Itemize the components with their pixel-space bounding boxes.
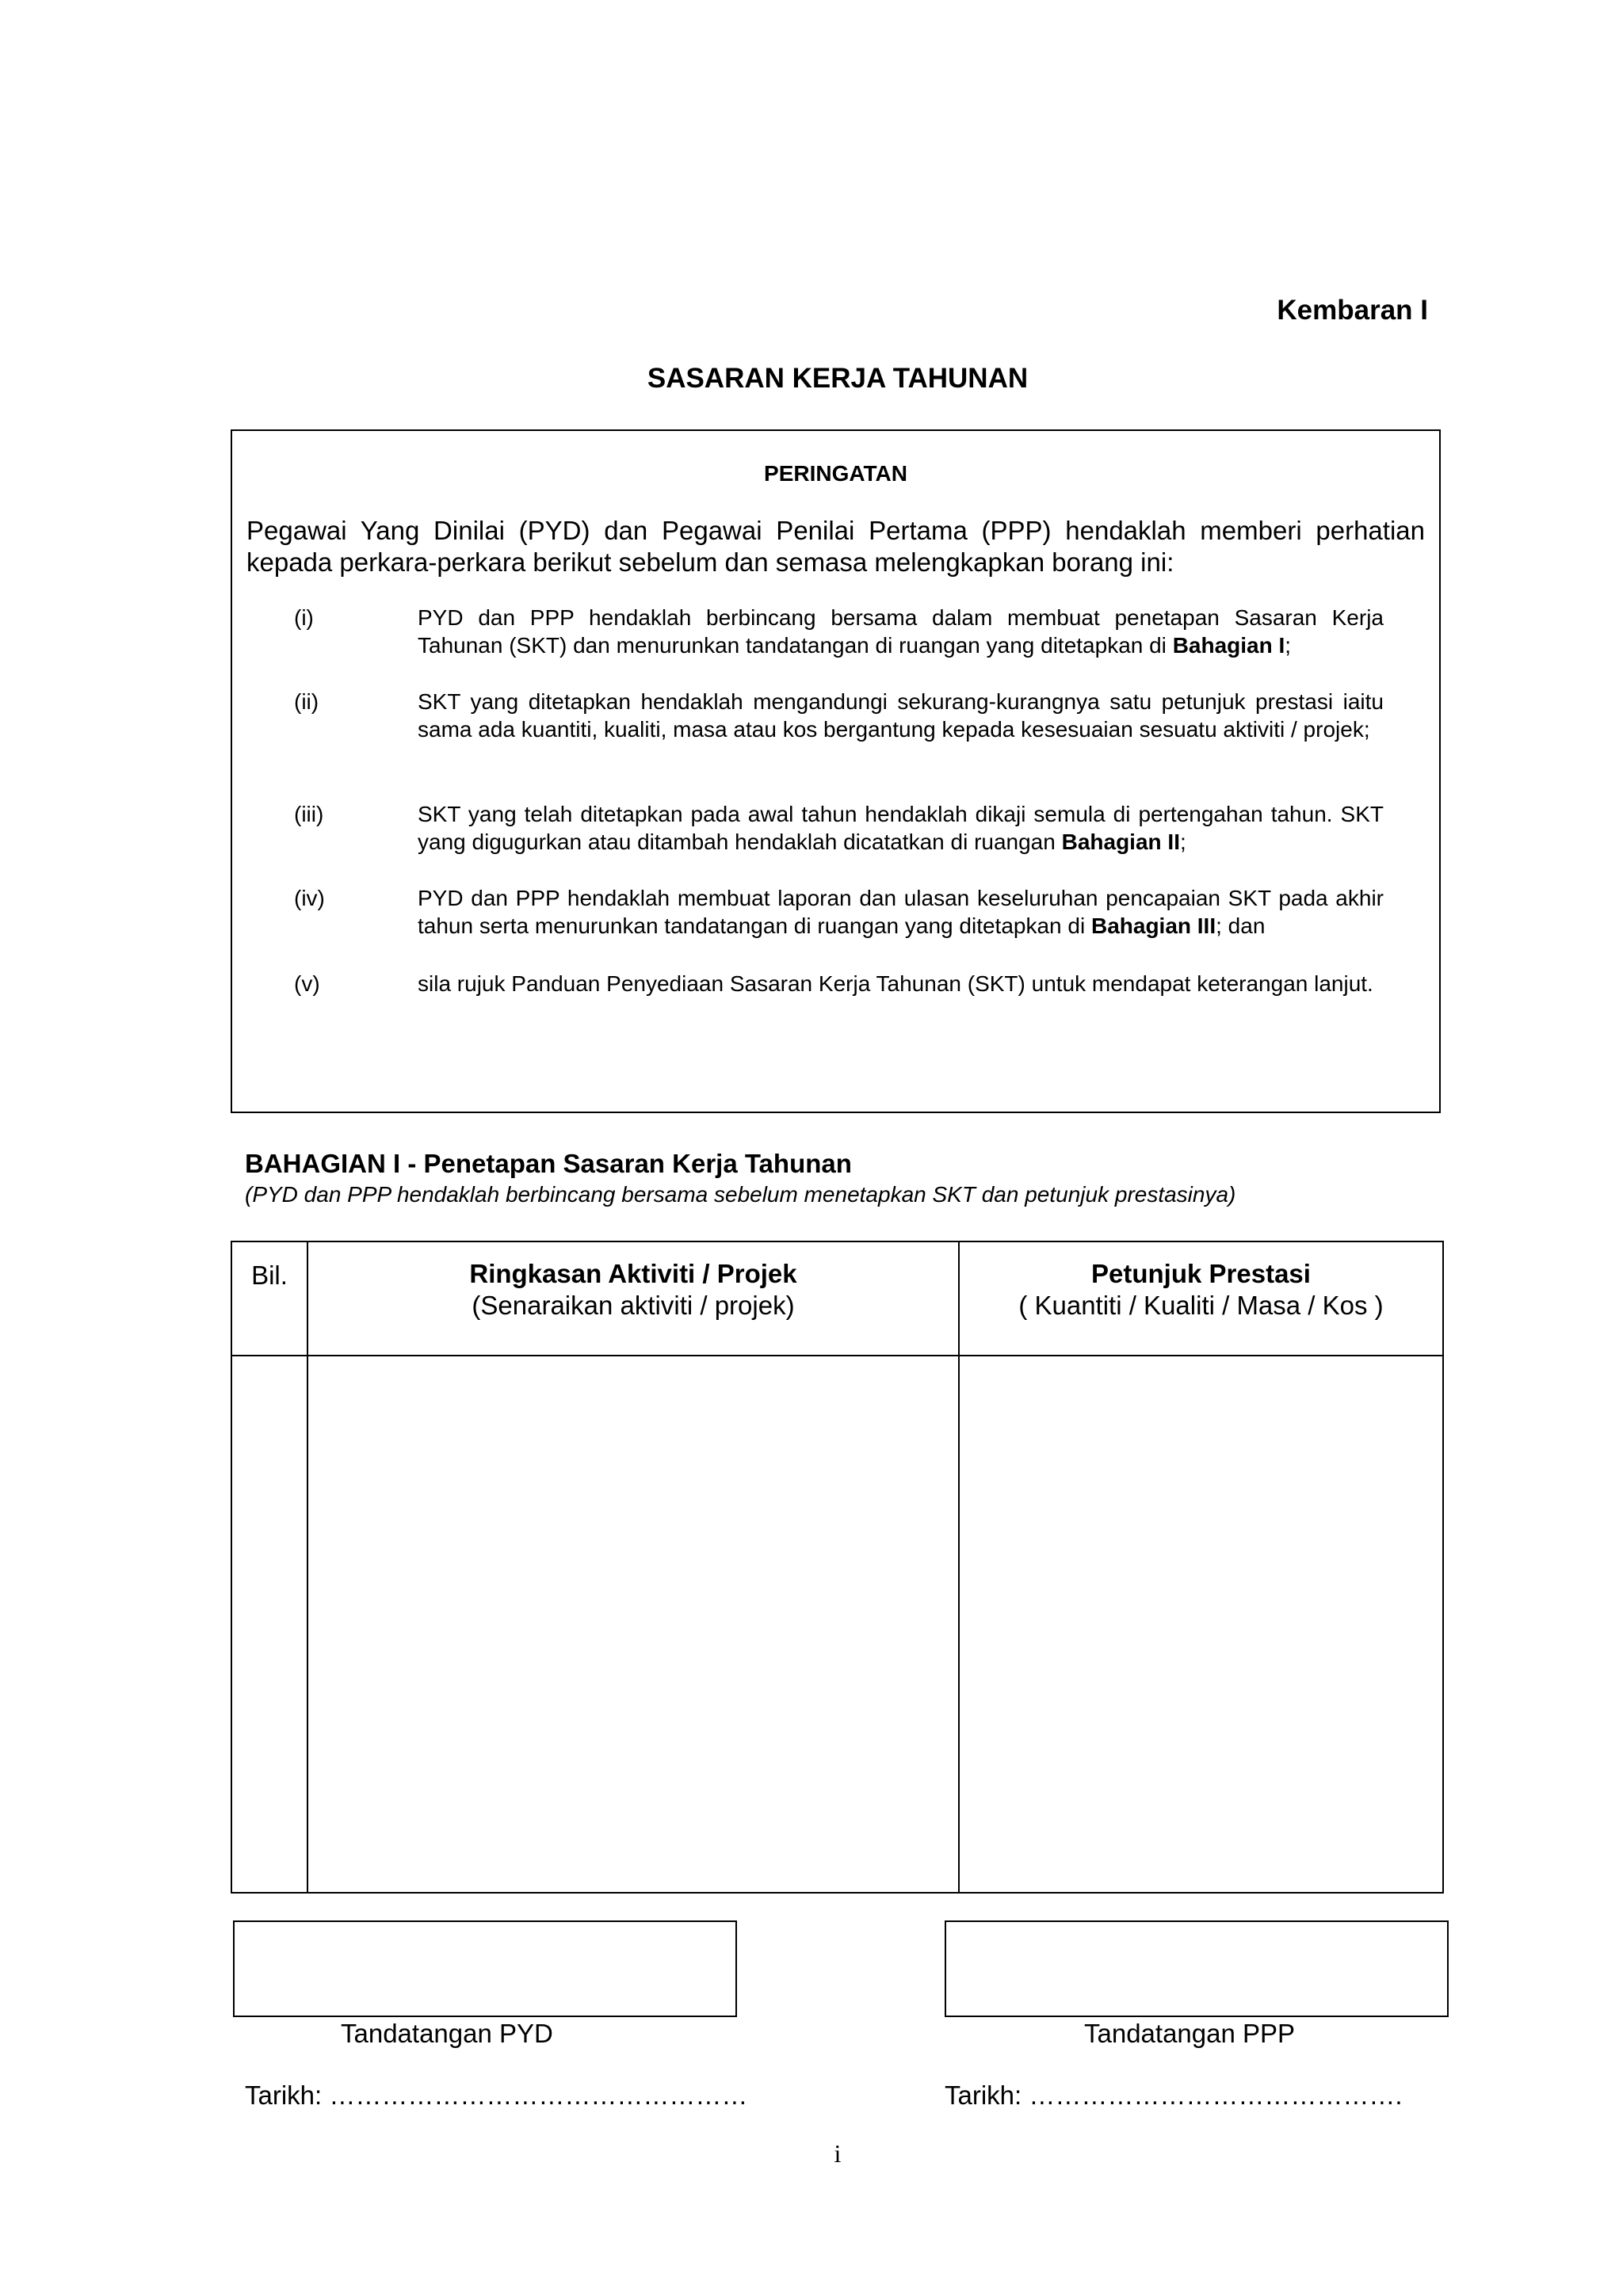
item-text: SKT yang telah ditetapkan pada awal tahun hendaklah dikaji semula di pertengahan tahun. SKT yang digugurkan atau ditambah hendaklah dicatatkan di ruangan Bahagian II; (418, 802, 1384, 854)
bahagian1-subtitle: (PYD dan PPP hendaklah berbincang bersama sebelum menetapkan SKT dan petunjuk prestasinya) (245, 1182, 1236, 1207)
col-petunjuk-header: Petunjuk Prestasi ( Kuantiti / Kualiti / Masa / Kos ) (959, 1241, 1443, 1356)
peringatan-heading: PERINGATAN (764, 461, 907, 486)
ppp-date-field[interactable]: Tarikh: ……………………………………. (945, 2081, 1403, 2110)
item-text: PYD dan PPP hendaklah berbincang bersama dalam membuat penetapan Sasaran Kerja Tahunan (SKT) dan menurunkan tandatangan di ruangan yang ditetapkan di Bahagian I; (418, 605, 1384, 658)
item-text: sila rujuk Panduan Penyediaan Sasaran Kerja Tahunan (SKT) untuk mendapat keterangan lanjut. (418, 971, 1373, 996)
peringatan-box (231, 429, 1441, 1113)
item-number: (iii) (294, 802, 324, 826)
item-text: SKT yang ditetapkan hendaklah mengandungi sekurang-kurangnya satu petunjuk prestasi iaitu sama ada kuantiti, kualiti, masa atau kos bergantung kepada kesesuaian sesuatu aktiviti / projek; (418, 689, 1384, 742)
item-number: (ii) (294, 689, 319, 714)
ppp-signature-label: Tandatangan PPP (1084, 2019, 1296, 2048)
skt-entry-row[interactable] (231, 1356, 1443, 1893)
ppp-signature-box[interactable] (945, 1920, 1449, 2017)
peringatan-intro: Pegawai Yang Dinilai (PYD) dan Pegawai Penilai Pertama (PPP) hendaklah memberi perhatian kepada perkara-perkara berikut sebelum dan semasa melengkapkan borang ini: (246, 516, 1425, 577)
col-bil-header: Bil. (231, 1241, 307, 1356)
kembaran-label: Kembaran I (1277, 295, 1428, 326)
skt-header-row (231, 1241, 1443, 1356)
aktiviti-cell[interactable] (307, 1356, 959, 1893)
skt-table (231, 1241, 1444, 1894)
pyd-signature-box[interactable] (233, 1920, 737, 2017)
pyd-date-field[interactable]: Tarikh: ………………………………………… (245, 2081, 748, 2110)
col-aktiviti-header: Ringkasan Aktiviti / Projek (Senaraikan aktiviti / projek) (307, 1241, 959, 1356)
petunjuk-cell[interactable] (959, 1356, 1443, 1893)
item-text: PYD dan PPP hendaklah membuat laporan dan ulasan keseluruhan pencapaian SKT pada akhir tahun serta menurunkan tandatangan di ruangan yang ditetapkan di Bahagian III; dan (418, 886, 1384, 938)
page-number: i (834, 2139, 842, 2168)
pyd-signature-label: Tandatangan PYD (341, 2019, 553, 2048)
item-number: (iv) (294, 886, 325, 910)
bahagian1-title: BAHAGIAN I - Penetapan Sasaran Kerja Tahunan (245, 1149, 852, 1178)
item-number: (v) (294, 971, 320, 996)
item-number: (i) (294, 605, 314, 630)
document-title: SASARAN KERJA TAHUNAN (647, 363, 1029, 394)
bil-cell[interactable] (231, 1356, 307, 1893)
